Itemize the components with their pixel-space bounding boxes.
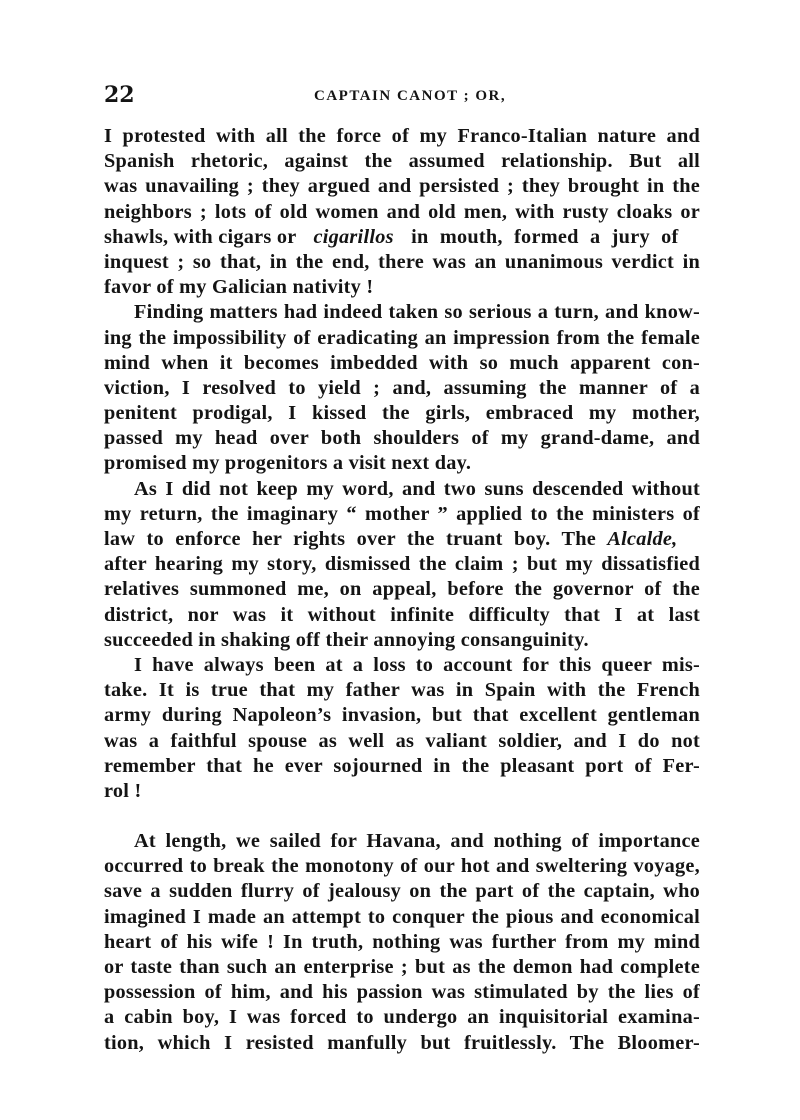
paragraph-4 [104, 653, 700, 804]
text-line: tion, which I resisted manfully but fruitlessly. The Bloomer- [104, 1031, 700, 1054]
italic-word: Alcalde, [607, 528, 678, 550]
text-line [104, 225, 700, 250]
text-line: Finding matters had indeed taken so serious a turn, and know- [134, 301, 700, 324]
text-line: I protested with all the force of my Franco-Italian nature and [104, 125, 700, 147]
text-line: possession of him, and his passion was stimulated by the lies of [104, 981, 700, 1004]
text-line: rol ! [104, 779, 142, 802]
text-line: succeeded in shaking off their annoying consanguinity. [104, 628, 589, 651]
text-segment: law to enforce her rights over the truant boy. The [104, 528, 596, 550]
paragraph-2 [104, 300, 700, 476]
text-line: save a sudden flurry of jealousy on the part of the captain, who [104, 880, 700, 903]
text-line: At length, we sailed for Havana, and nothing of importance [134, 830, 700, 853]
running-head: CAPTAIN CANOT ; OR, [314, 88, 507, 104]
text-line: favor of my Galician nativity ! [104, 276, 374, 299]
text-line: army during Napoleon’s invasion, but that excellent gentleman [104, 704, 700, 727]
text-line: penitent prodigal, I kissed the girls, embraced my mother, [104, 402, 700, 425]
text-line: passed my head over both shoulders of my grand-dame, and [104, 427, 700, 450]
text-line: heart of his wife ! In truth, nothing was further from my mind [104, 930, 700, 953]
text-line: imagined I made an attempt to conquer the pious and economical [104, 905, 700, 928]
text-line: district, nor was it without infinite difficulty that I at last [104, 603, 700, 626]
text-line: relatives summoned me, on appeal, before the governor of the [104, 578, 700, 601]
section-break [104, 804, 700, 829]
text-line: remember that he ever sojourned in the pleasant port of Fer- [104, 754, 700, 777]
text-line: I have always been at a loss to account for this queer mis- [134, 653, 700, 676]
text-line: after hearing my story, dismissed the claim ; but my dissatisfied [104, 553, 700, 576]
text-line: inquest ; so that, in the end, there was an unanimous verdict in [104, 250, 700, 273]
paragraph-5 [104, 829, 700, 1056]
text-line: mind when it becomes imbedded with so much apparent con- [104, 351, 700, 374]
page-number: 22 [104, 82, 135, 108]
text-line: or taste than such an enterprise ; but as the demon had complete [104, 956, 700, 978]
text-line: viction, I resolved to yield ; and, assuming the manner of a [104, 376, 700, 399]
page-header [104, 82, 700, 112]
text-line: As I did not keep my word, and two suns descended without [134, 477, 700, 500]
text-line: was a faithful spouse as well as valiant soldier, and I do not [104, 729, 700, 752]
text-line: promised my progenitors a visit next day. [104, 452, 472, 475]
body-text [104, 124, 700, 1056]
paragraph-1 [104, 124, 700, 300]
text-line: my return, the imaginary “ mother ” applied to the ministers of [104, 502, 700, 525]
text-segment: in mouth, formed a jury of [411, 225, 679, 248]
text-line: occurred to break the monotony of our hot and sweltering voyage, [104, 855, 700, 878]
text-line: Spanish rhetoric, against the assumed relationship. But all [104, 150, 700, 173]
text-segment: shawls, with cigars or [104, 225, 297, 248]
text-line: neighbors ; lots of old women and old men, with rusty cloaks or [104, 200, 700, 223]
text-line: was unavailing ; they argued and persisted ; they brought in the [104, 175, 700, 198]
text-line: a cabin boy, I was forced to undergo an inquisitorial examina- [104, 1006, 700, 1029]
italic-word: cigarillos [313, 225, 394, 248]
text-line: take. It is true that my father was in Spain with the French [104, 679, 700, 702]
text-line [104, 527, 700, 552]
paragraph-3 [104, 477, 700, 653]
text-line: ing the impossibility of eradicating an impression from the female [104, 326, 700, 349]
